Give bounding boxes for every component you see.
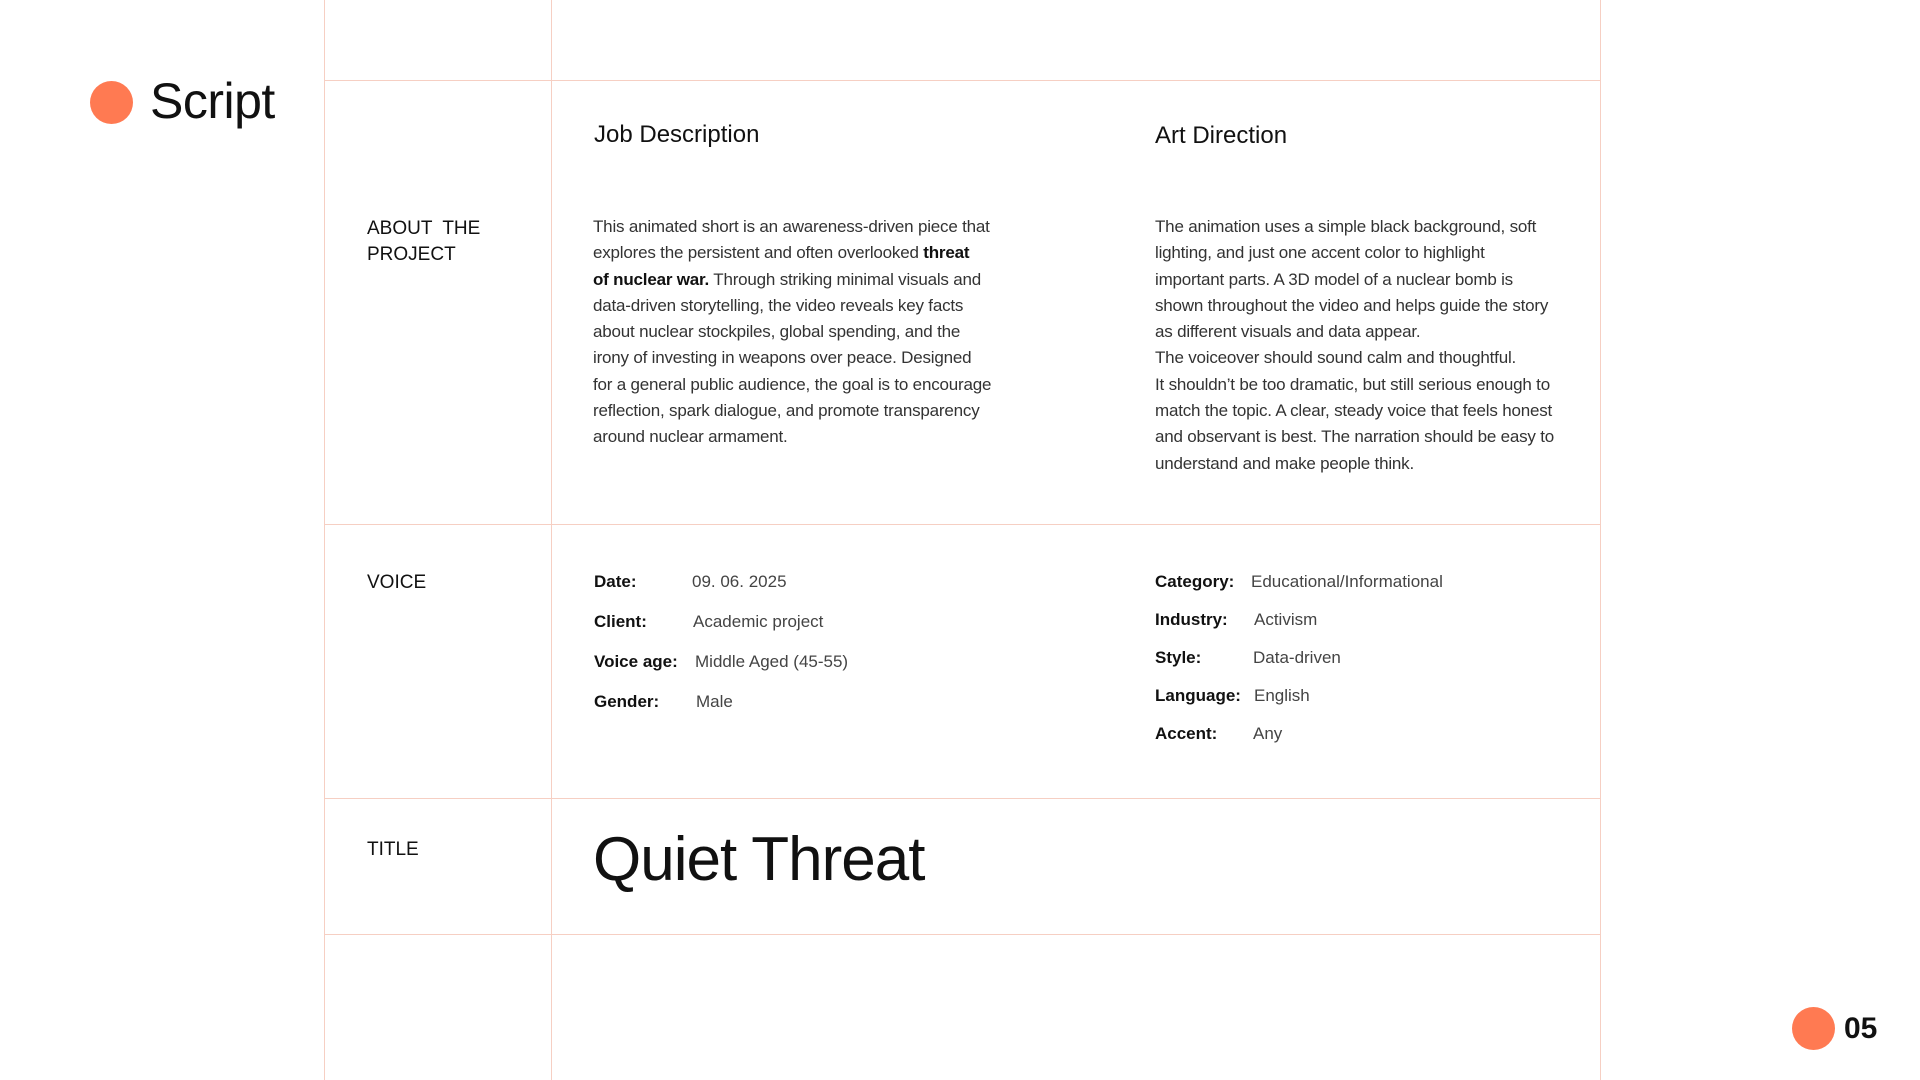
art-line-4: shown throughout the video and helps guide the story: [1155, 295, 1549, 315]
page-title: Script: [150, 73, 275, 129]
field-label: Gender:: [594, 692, 660, 711]
art-line-3: important parts. A 3D model of a nuclear bomb is: [1155, 269, 1513, 289]
grid-line-horizontal-3: [324, 798, 1600, 799]
field-value: 09. 06. 2025: [692, 572, 787, 591]
grid-line-horizontal-4: [324, 934, 1600, 935]
field-label: Industry:: [1155, 610, 1228, 629]
field-value: Middle Aged (45-55): [695, 652, 849, 671]
field-value: Academic project: [693, 612, 824, 631]
art-line-1: The animation uses a simple black background, soft: [1155, 217, 1537, 236]
job-line-4: data-driven storytelling, the video reveals key facts: [593, 295, 964, 315]
job-line-5: about nuclear stockpiles, global spending, and the: [593, 322, 961, 342]
job-line-8: reflection, spark dialogue, and promote transparency: [593, 401, 980, 421]
art-line-2: lighting, and just one accent color to highlight: [1155, 243, 1485, 263]
field-label: Style:: [1155, 648, 1202, 667]
art-direction-text: [1155, 214, 1575, 477]
field-value: English: [1254, 686, 1310, 705]
grid-line-vertical-1: [324, 0, 325, 1080]
job-description-heading: Job Description: [594, 121, 760, 148]
art-line-8: match the topic. A clear, steady voice that feels honest: [1155, 401, 1553, 421]
field-label: Language:: [1155, 686, 1241, 705]
grid-line-horizontal-1: [324, 80, 1600, 81]
field-label: Voice age:: [594, 652, 678, 671]
grid-line-horizontal-2: [324, 524, 1600, 525]
field-label: Category:: [1155, 572, 1235, 591]
field-label: Client:: [594, 612, 647, 631]
job-highlight-1: threat: [923, 243, 970, 263]
field-label: Date:: [594, 572, 637, 591]
art-line-5: as different visuals and data appear.: [1155, 322, 1421, 342]
row-label-title: TITLE: [367, 839, 419, 860]
job-line-7: for a general public audience, the goal is to encourage: [593, 374, 992, 394]
job-description-text: [593, 214, 1023, 451]
grid-line-vertical-3: [1600, 0, 1601, 1080]
job-highlight-2: of nuclear war.: [593, 269, 710, 289]
job-line-1: This animated short is an awareness-driven piece that: [593, 217, 990, 236]
row-label-about: ABOUT THE PROJECT: [367, 218, 481, 265]
field-value: Educational/Informational: [1251, 572, 1443, 591]
job-line-6: irony of investing in weapons over peace. Designed: [593, 348, 972, 368]
project-title: Quiet Threat: [593, 825, 925, 894]
grid-line-vertical-2: [551, 0, 552, 1080]
art-direction-heading: Art Direction: [1155, 122, 1288, 149]
field-label: Accent:: [1155, 724, 1218, 743]
art-line-6: The voiceover should sound calm and thoughtful.: [1155, 348, 1517, 368]
job-line-3: Through striking minimal visuals and: [713, 269, 982, 289]
field-value: Data-driven: [1253, 648, 1341, 667]
field-value: Male: [696, 692, 733, 711]
accent-dot-icon: [90, 81, 133, 124]
page-number-dot-icon: [1792, 1007, 1835, 1050]
job-line-9: around nuclear armament.: [593, 427, 788, 447]
art-line-7: It shouldn’t be too dramatic, but still serious enough to: [1155, 374, 1550, 394]
field-value: Activism: [1254, 610, 1318, 629]
job-line-2: explores the persistent and often overlooked: [593, 243, 919, 263]
art-line-9: and observant is best. The narration should be easy to: [1155, 427, 1555, 447]
row-label-voice: VOICE: [367, 572, 427, 593]
page-number: 05: [1844, 1012, 1878, 1045]
art-line-10: understand and make people think.: [1155, 453, 1414, 473]
field-value: Any: [1253, 724, 1283, 743]
